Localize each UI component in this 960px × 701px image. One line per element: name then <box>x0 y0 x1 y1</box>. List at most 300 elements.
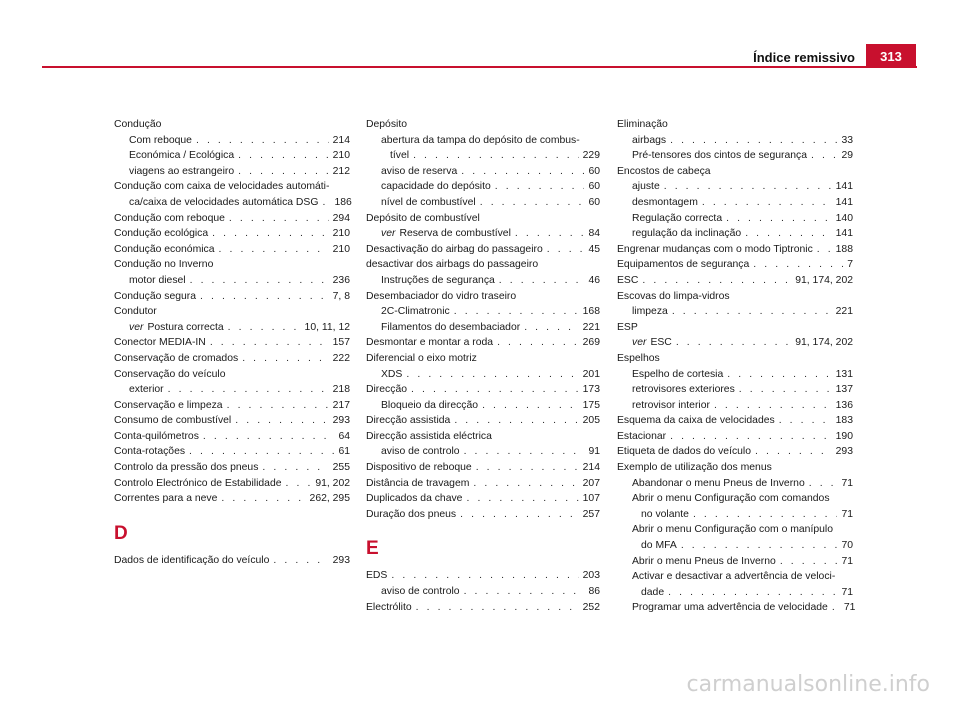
index-entry <box>114 273 350 289</box>
index-entry <box>617 413 853 429</box>
entry-label: airbags <box>632 134 667 146</box>
entry-pages: 71 <box>841 477 853 489</box>
index-entry <box>617 273 853 289</box>
entry-pages: 214 <box>582 462 600 474</box>
entry-label: Desactivação do airbag do passageiro <box>366 243 543 255</box>
entry-label: Dados de identificação do veículo <box>114 554 270 566</box>
index-entry <box>617 195 853 211</box>
index-entry <box>366 568 600 584</box>
leader-dots <box>461 164 584 180</box>
entry-label: ajuste <box>632 181 660 193</box>
entry-pages: 221 <box>582 321 600 333</box>
index-entry <box>366 179 600 195</box>
entry-pages: 168 <box>582 306 600 318</box>
entry-label: motor diesel <box>129 274 186 286</box>
entry-label: Pré-tensores dos cintos de segurança <box>632 150 808 162</box>
entry-pages: 210 <box>332 150 350 162</box>
index-heading: Eliminação <box>617 119 668 130</box>
index-entry <box>617 585 853 601</box>
index-heading: Encostos de cabeça <box>617 165 711 177</box>
leader-dots <box>495 179 585 195</box>
index-entry <box>366 195 600 211</box>
index-entry <box>617 304 853 320</box>
entry-pages: 136 <box>835 399 853 411</box>
entry-pages: 188 <box>835 243 853 255</box>
leader-dots <box>454 304 579 320</box>
entry-label: Electrólito <box>366 601 412 613</box>
index-heading: Espelhos <box>617 352 660 364</box>
leader-dots <box>499 273 585 289</box>
entry-label-continued: do MFA <box>641 540 677 552</box>
leader-dots <box>668 585 837 601</box>
index-letter: E <box>366 538 379 560</box>
see-reference: ver <box>632 337 647 349</box>
entry-pages: 86 <box>588 586 600 598</box>
entry-pages: 71 <box>841 586 853 598</box>
index-heading: Depósito <box>366 119 408 130</box>
entry-pages: 46 <box>588 274 600 286</box>
leader-dots <box>273 553 328 569</box>
index-entry <box>366 460 600 476</box>
leader-dots <box>210 335 329 351</box>
index-entry <box>366 398 600 414</box>
index-heading: Conservação do veículo <box>114 368 226 380</box>
entry-pages: 207 <box>582 477 600 489</box>
leader-dots <box>196 133 329 149</box>
index-heading: Condução no Inverno <box>114 259 214 271</box>
entry-label: Esquema da caixa de velocidades <box>617 415 775 427</box>
entry-pages: 252 <box>582 601 600 613</box>
entry-pages: 29 <box>841 150 853 162</box>
index-entry <box>114 382 350 398</box>
index-entry <box>366 273 600 289</box>
entry-pages: 141 <box>835 228 853 240</box>
leader-dots <box>811 148 837 164</box>
index-entry <box>617 211 853 227</box>
leader-dots <box>473 476 578 492</box>
entry-pages: 175 <box>582 399 600 411</box>
leader-dots <box>676 335 791 351</box>
entry-label: EDS <box>366 570 388 582</box>
index-entry <box>366 444 600 460</box>
leader-dots <box>286 476 312 492</box>
entry-label: capacidade do depósito <box>381 181 491 193</box>
index-entry <box>114 133 350 149</box>
see-reference: ver <box>381 228 396 240</box>
leader-dots <box>702 195 832 211</box>
leader-dots <box>672 304 832 320</box>
index-heading: Condutor <box>114 306 157 318</box>
leader-dots <box>406 367 578 383</box>
entry-label: Condução com caixa de velocidades automáti- <box>114 181 330 193</box>
entry-label: ESC <box>650 337 672 349</box>
index-entry <box>617 179 853 195</box>
leader-dots <box>745 226 831 242</box>
index-entry <box>114 460 350 476</box>
entry-label: Económica / Ecológica <box>129 150 235 162</box>
entry-pages: 186 <box>334 196 352 208</box>
entry-label: Condução com reboque <box>114 212 225 224</box>
entry-label-continued: ca/caixa de velocidades automática DSG <box>129 196 319 208</box>
entry-label: Bloqueio da direcção <box>381 399 479 411</box>
entry-pages: 84 <box>588 228 600 240</box>
leader-dots <box>780 554 838 570</box>
index-entry <box>366 584 600 600</box>
entry-label: Programar uma advertência de velocidade <box>632 602 828 614</box>
entry-label: regulação da inclinação <box>632 228 742 240</box>
entry-pages: 236 <box>332 274 350 286</box>
entry-label: aviso de reserva <box>381 165 458 177</box>
leader-dots <box>413 148 579 164</box>
entry-pages: 60 <box>588 196 600 208</box>
entry-pages: 293 <box>332 415 350 427</box>
entry-pages: 60 <box>588 165 600 177</box>
entry-label-continued: tível <box>390 150 410 162</box>
index-entry <box>366 148 600 164</box>
entry-label: Conector MEDIA-IN <box>114 337 206 349</box>
leader-dots <box>235 413 328 429</box>
index-entry <box>366 382 600 398</box>
index-entry <box>617 554 853 570</box>
entry-pages: 262, 295 <box>309 493 350 505</box>
leader-dots <box>476 460 579 476</box>
entry-pages: 45 <box>588 243 600 255</box>
leader-dots <box>727 367 831 383</box>
entry-pages: 60 <box>588 181 600 193</box>
entry-pages: 293 <box>835 446 853 458</box>
entry-pages: 107 <box>582 493 600 505</box>
leader-dots <box>322 195 330 211</box>
entry-pages: 293 <box>332 554 350 566</box>
entry-pages: 71 <box>843 602 856 614</box>
entry-pages: 294 <box>332 212 350 224</box>
leader-dots <box>547 242 585 258</box>
index-entry-line <box>617 569 853 585</box>
entry-pages: 190 <box>835 430 853 442</box>
index-entry <box>114 444 350 460</box>
entry-label: 2C-Climatronic <box>381 306 450 318</box>
entry-label: Espelho de cortesia <box>632 368 724 380</box>
entry-pages: 91, 174, 202 <box>795 337 853 349</box>
header-divider <box>42 66 917 68</box>
entry-label: Com reboque <box>129 134 192 146</box>
entry-pages: 203 <box>582 570 600 582</box>
leader-dots <box>411 382 579 398</box>
entry-label: Duplicados da chave <box>366 493 463 505</box>
index-entry <box>617 242 853 258</box>
leader-dots <box>809 476 838 492</box>
leader-dots <box>664 179 832 195</box>
entry-label: Correntes para a neve <box>114 493 218 505</box>
entry-pages: 218 <box>332 384 350 396</box>
index-entry <box>366 600 600 616</box>
leader-dots <box>460 507 579 523</box>
entry-label: Abrir o menu Pneus de Inverno <box>632 555 776 567</box>
index-entry <box>114 553 350 569</box>
section-title: Índice remissivo <box>753 50 855 65</box>
leader-dots <box>228 320 301 336</box>
watermark: carmanualsonline.info <box>686 672 930 697</box>
index-entry-line <box>617 522 853 538</box>
entry-label-continued: dade <box>641 586 665 598</box>
entry-pages: 64 <box>338 430 350 442</box>
entry-label: nível de combustível <box>381 196 476 208</box>
entry-label: abertura da tampa do depósito de combus- <box>381 134 580 146</box>
entry-label: Abandonar o menu Pneus de Inverno <box>632 477 805 489</box>
entry-pages: 71 <box>841 508 853 520</box>
index-entry <box>114 491 350 507</box>
entry-pages: 61 <box>338 446 350 458</box>
entry-label-continued: no volante <box>641 508 689 520</box>
entry-label: Conservação de cromados <box>114 352 239 364</box>
index-column-3 <box>617 117 856 616</box>
leader-dots <box>212 226 328 242</box>
leader-dots <box>227 398 329 414</box>
entry-label: ESC <box>617 274 639 286</box>
entry-pages: 33 <box>841 134 853 146</box>
entry-pages: 141 <box>835 181 853 193</box>
leader-dots <box>693 507 837 523</box>
leader-dots <box>817 242 832 258</box>
entry-pages: 229 <box>582 150 600 162</box>
index-entry <box>366 320 600 336</box>
entry-pages: 212 <box>332 165 350 177</box>
entry-pages: 210 <box>332 243 350 255</box>
index-heading: Diferencial o eixo motriz <box>366 352 477 364</box>
leader-dots <box>832 600 840 616</box>
entry-label: Direcção <box>366 384 407 396</box>
index-entry <box>114 211 350 227</box>
index-entry <box>617 133 853 149</box>
index-entry <box>617 507 853 523</box>
index-entry <box>617 600 856 616</box>
index-entry <box>617 538 853 554</box>
index-entry <box>366 226 600 242</box>
page-number-badge: 313 <box>866 44 916 68</box>
leader-dots <box>739 382 832 398</box>
index-entry <box>114 335 350 351</box>
entry-label: Estacionar <box>617 430 667 442</box>
entry-label: Conta-rotações <box>114 446 186 458</box>
entry-pages: 201 <box>582 368 600 380</box>
index-entry <box>114 398 350 414</box>
leader-dots <box>190 273 329 289</box>
index-entry <box>366 507 600 523</box>
leader-dots <box>242 351 328 367</box>
entry-label: Desmontar e montar a roda <box>366 337 494 349</box>
entry-label: Conservação e limpeza <box>114 399 223 411</box>
index-entry <box>114 164 350 180</box>
entry-label: Dispositivo de reboque <box>366 462 472 474</box>
leader-dots <box>219 242 329 258</box>
leader-dots <box>642 273 791 289</box>
entry-label: Equipamentos de segurança <box>617 259 750 271</box>
leader-dots <box>203 429 335 445</box>
index-entry <box>617 148 853 164</box>
entry-pages: 91, 202 <box>315 477 350 489</box>
leader-dots <box>391 568 578 584</box>
index-entry <box>114 320 350 336</box>
entry-pages: 137 <box>835 384 853 396</box>
entry-label: aviso de controlo <box>381 446 460 458</box>
entry-pages: 70 <box>841 540 853 552</box>
entry-pages: 183 <box>835 415 853 427</box>
entry-pages: 173 <box>582 384 600 396</box>
entry-label: Consumo de combustível <box>114 415 232 427</box>
entry-label: Abrir o menu Configuração com comandos <box>632 493 830 505</box>
leader-dots <box>726 211 832 227</box>
entry-label: Controlo da pressão dos pneus <box>114 462 259 474</box>
entry-pages: 7, 8 <box>332 290 350 302</box>
entry-pages: 210 <box>332 228 350 240</box>
index-entry <box>114 226 350 242</box>
entry-label: Condução ecológica <box>114 228 209 240</box>
leader-dots <box>755 444 832 460</box>
leader-dots <box>464 584 585 600</box>
entry-label: Etiqueta de dados do veículo <box>617 446 752 458</box>
index-column-1 <box>114 117 350 568</box>
leader-dots <box>714 398 832 414</box>
leader-dots <box>464 444 585 460</box>
entry-pages: 91, 174, 202 <box>795 274 853 286</box>
entry-pages: 257 <box>582 508 600 520</box>
index-entry <box>617 335 853 351</box>
index-entry <box>617 226 853 242</box>
entry-label: Condução segura <box>114 290 197 302</box>
leader-dots <box>515 226 585 242</box>
entry-label: retrovisores exteriores <box>632 384 735 396</box>
entry-label: Regulação correcta <box>632 212 723 224</box>
entry-label: viagens ao estrangeiro <box>129 165 235 177</box>
index-heading: desactivar dos airbags do passageiro <box>366 259 539 271</box>
index-entry <box>366 164 600 180</box>
index-entry-line <box>114 179 350 195</box>
entry-label: Controlo Electrónico de Estabilidade <box>114 477 282 489</box>
index-entry <box>366 367 600 383</box>
leader-dots <box>189 444 334 460</box>
leader-dots <box>200 289 329 305</box>
leader-dots <box>779 413 832 429</box>
index-entry <box>617 367 853 383</box>
index-entry-line <box>617 491 853 507</box>
entry-label: Direcção assistida <box>366 415 451 427</box>
index-entry <box>114 351 350 367</box>
leader-dots <box>681 538 838 554</box>
entry-label: Activar e desactivar a advertência de veloci- <box>632 571 836 583</box>
entry-label: limpeza <box>632 306 668 318</box>
index-entry <box>114 413 350 429</box>
entry-label: Condução económica <box>114 243 215 255</box>
entry-pages: 140 <box>835 212 853 224</box>
index-entry <box>366 242 600 258</box>
entry-pages: 222 <box>332 352 350 364</box>
index-heading: Depósito de combustível <box>366 212 480 224</box>
index-entry <box>114 242 350 258</box>
entry-pages: 269 <box>582 337 600 349</box>
leader-dots <box>262 460 328 476</box>
leader-dots <box>238 148 329 164</box>
index-letter: D <box>114 522 128 544</box>
index-column-2 <box>366 117 600 615</box>
entry-label: Engrenar mudanças com o modo Tiptronic <box>617 243 813 255</box>
leader-dots <box>221 491 305 507</box>
entry-label: exterior <box>129 384 164 396</box>
index-entry <box>114 429 350 445</box>
index-heading: Condução <box>114 119 162 130</box>
leader-dots <box>482 398 579 414</box>
leader-dots <box>238 164 329 180</box>
entry-pages: 7 <box>847 259 853 271</box>
entry-pages: 157 <box>332 337 350 349</box>
leader-dots <box>670 133 837 149</box>
entry-pages: 205 <box>582 415 600 427</box>
entry-label: Filamentos do desembaciador <box>381 321 521 333</box>
entry-pages: 71 <box>841 555 853 567</box>
index-heading: Direcção assistida eléctrica <box>366 430 492 442</box>
entry-pages: 255 <box>332 462 350 474</box>
index-heading: Escovas do limpa-vidros <box>617 290 730 302</box>
leader-dots <box>466 491 578 507</box>
index-entry <box>114 195 350 211</box>
entry-pages: 217 <box>332 399 350 411</box>
entry-pages: 91 <box>588 446 600 458</box>
index-entry <box>366 476 600 492</box>
entry-label: Postura correcta <box>147 321 224 333</box>
entry-label: Reserva de combustível <box>399 228 511 240</box>
leader-dots <box>454 413 578 429</box>
entry-label: Abrir o menu Configuração com o manípulo <box>632 524 833 536</box>
index-entry <box>617 429 853 445</box>
index-entry <box>366 304 600 320</box>
entry-pages: 131 <box>835 368 853 380</box>
entry-pages: 141 <box>835 196 853 208</box>
index-heading: Exemplo de utilização dos menus <box>617 462 772 474</box>
index-entry <box>114 476 350 492</box>
leader-dots <box>168 382 329 398</box>
leader-dots <box>480 195 585 211</box>
index-entry <box>617 476 853 492</box>
entry-label: Distância de travagem <box>366 477 470 489</box>
entry-label: desmontagem <box>632 196 698 208</box>
index-entry <box>114 289 350 305</box>
index-entry <box>617 382 853 398</box>
index-entry <box>366 413 600 429</box>
index-heading: Desembaciador do vidro traseiro <box>366 290 517 302</box>
entry-label: XDS <box>381 368 403 380</box>
index-entry <box>366 335 600 351</box>
leader-dots <box>229 211 329 227</box>
see-reference: ver <box>129 321 144 333</box>
leader-dots <box>416 600 579 616</box>
index-entry <box>366 491 600 507</box>
entry-label: Duração dos pneus <box>366 508 457 520</box>
index-entry <box>617 257 853 273</box>
leader-dots <box>524 320 578 336</box>
leader-dots <box>670 429 832 445</box>
entry-pages: 221 <box>835 306 853 318</box>
leader-dots <box>497 335 579 351</box>
entry-label: aviso de controlo <box>381 586 460 598</box>
index-entry <box>617 444 853 460</box>
entry-label: retrovisor interior <box>632 399 710 411</box>
index-entry <box>617 398 853 414</box>
entry-pages: 10, 11, 12 <box>304 321 350 333</box>
index-entry <box>114 148 350 164</box>
index-heading: ESP <box>617 321 638 333</box>
entry-pages: 214 <box>332 134 350 146</box>
leader-dots <box>753 257 843 273</box>
entry-label: Conta-quilómetros <box>114 430 199 442</box>
